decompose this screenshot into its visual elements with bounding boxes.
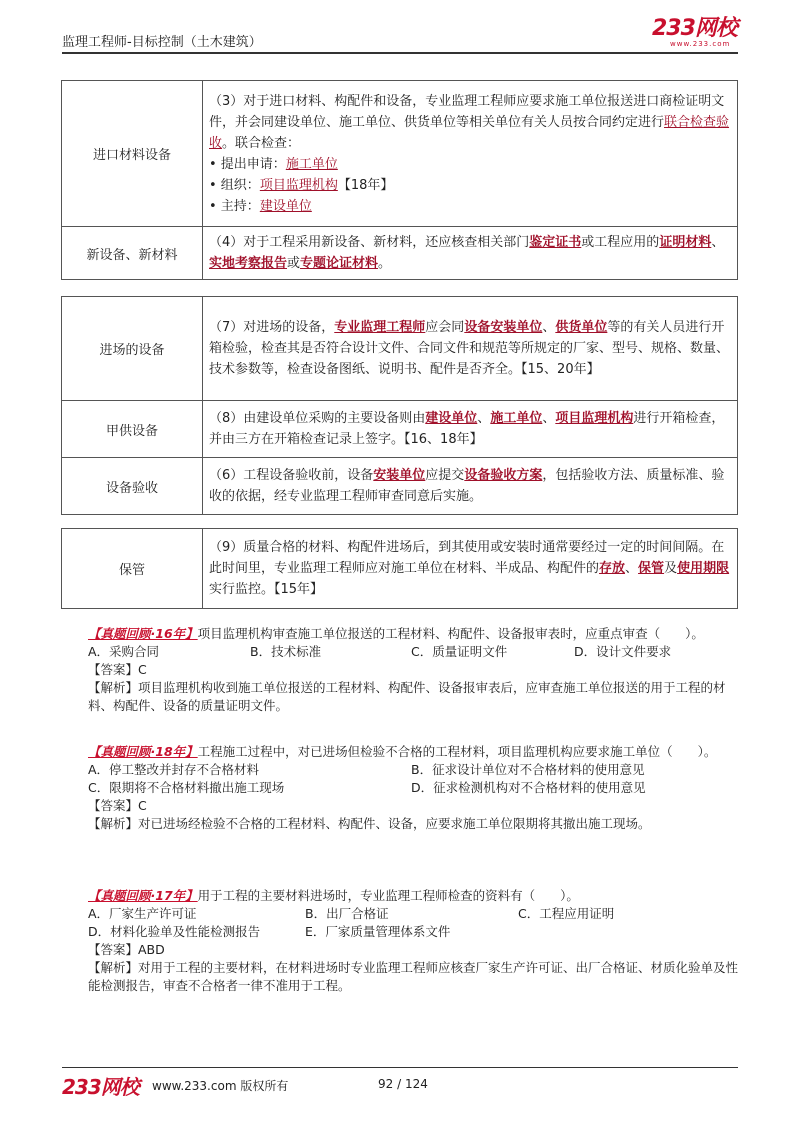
analysis: 【解析】对已进场经检验不合格的工程材料、构配件、设备，应要求施工单位限期将其撤出施工现场。 bbox=[88, 816, 651, 831]
highlight-term: 证明材料 bbox=[659, 235, 712, 250]
row-label: 进场的设备 bbox=[62, 297, 203, 401]
highlight-term: 安装单位 bbox=[373, 468, 426, 483]
options-row bbox=[88, 905, 738, 923]
table-row bbox=[62, 81, 738, 227]
question-tag: 【真题回顾·18年】 bbox=[88, 744, 198, 759]
answer: 【答案】C bbox=[88, 798, 147, 813]
option: C．质量证明文件 bbox=[411, 644, 508, 659]
row-content: （8）由建设单位采购的主要设备则由建设单位、施工单位、项目监理机构进行开箱检查，并由三方在开箱检查记录上签字。【16、18年】 bbox=[203, 401, 738, 458]
options-row bbox=[88, 643, 738, 661]
row-content: （9）质量合格的材料、构配件进场后，到其使用或安装时通常要经过一定的时间间隔。在此时间里，专业监理工程师应对施工单位在材料、半成品、构配件的存放、保管及使用期限实行监控。【15年】 bbox=[203, 529, 738, 609]
option: A．停工整改并封存不合格材料 bbox=[88, 762, 260, 777]
option: B．出厂合格证 bbox=[305, 906, 389, 921]
option: E．厂家质量管理体系文件 bbox=[305, 924, 451, 939]
bullet-item: • 组织：项目监理机构【18年】 bbox=[209, 177, 394, 193]
row-label: 保管 bbox=[62, 529, 203, 609]
text: （3）对于进口材料、构配件和设备，专业监理工程师应要求施工单位报送进口商检证明文件，并会同建设单位、施工单位、供货单位等相关单位有关人员按合同约定进行 bbox=[209, 93, 725, 130]
highlight-term: 专业监理工程师 bbox=[334, 320, 426, 335]
row-content: （4）对于工程采用新设备、新材料，还应核查相关部门鉴定证书或工程应用的证明材料、实地考察报告或专题论证材料。 bbox=[203, 227, 738, 280]
option: C．限期将不合格材料撤出施工现场 bbox=[88, 780, 285, 795]
question-block bbox=[88, 887, 738, 995]
row-content: （7）对进场的设备，专业监理工程师应会同设备安装单位、供货单位等的有关人员进行开箱检验，检查其是否符合设计文件、合同文件和规范等所规定的厂家、型号、规格、数量、技术参数等，检查设备图纸、说明书、配件是否齐全。【15、20年】 bbox=[203, 297, 738, 401]
answer: 【答案】C bbox=[88, 662, 147, 677]
highlight-term: 供货单位 bbox=[555, 320, 608, 335]
options-row bbox=[88, 779, 738, 797]
text: 。联合检查： bbox=[222, 135, 301, 151]
footer-logo: 233网校 bbox=[62, 1075, 139, 1099]
row-label: 甲供设备 bbox=[62, 401, 203, 458]
highlight-term: 项目监理机构 bbox=[555, 411, 634, 426]
table-row bbox=[62, 227, 738, 280]
question-block bbox=[88, 625, 738, 715]
analysis: 【解析】项目监理机构收到施工单位报送的工程材料、构配件、设备报审表后，应审查施工单位报送的用于工程的材料、构配件、设备的质量证明文件。 bbox=[88, 680, 726, 713]
table-storage bbox=[61, 528, 738, 609]
row-label: 设备验收 bbox=[62, 458, 203, 515]
highlight-term: 设备验收方案 bbox=[464, 468, 543, 483]
question-stem: 【真题回顾·17年】用于工程的主要材料进场时，专业监理工程师检查的资料有（ ）。 bbox=[88, 888, 579, 903]
option: B．征求设计单位对不合格材料的使用意见 bbox=[411, 762, 645, 777]
highlight-term: 设备安装单位 bbox=[464, 320, 543, 335]
bullet-item: • 主持：建设单位 bbox=[209, 198, 312, 214]
option: A．采购合同 bbox=[88, 644, 160, 659]
row-content: （6）工程设备验收前，设备安装单位应提交设备验收方案，包括验收方法、质量标准、验收的依据，经专业监理工程师审查同意后实施。 bbox=[203, 458, 738, 515]
highlight-term: 使用期限 bbox=[677, 561, 730, 576]
row-label: 新设备、新材料 bbox=[62, 227, 203, 280]
highlight-term: 专题论证材料 bbox=[300, 256, 379, 271]
analysis: 【解析】对用于工程的主要材料，在材料进场时专业监理工程师应核查厂家生产许可证、出厂合格证、材质化验单及性能检测报告，审查不合格者一律不准用于工程。 bbox=[88, 960, 739, 993]
bullet-item: • 提出申请：施工单位 bbox=[209, 156, 338, 172]
options-row bbox=[88, 923, 738, 941]
table-row bbox=[62, 529, 738, 609]
highlight-term: 项目监理机构 bbox=[259, 177, 338, 193]
question-stem: 【真题回顾·16年】项目监理机构审查施工单位报送的工程材料、构配件、设备报审表时，应重点审查（ ）。 bbox=[88, 626, 704, 641]
highlight-term: 保管 bbox=[638, 561, 665, 576]
highlight-term: 施工单位 bbox=[490, 411, 543, 426]
footer-divider bbox=[62, 1067, 738, 1068]
option: D．设计文件要求 bbox=[574, 644, 672, 659]
highlight-term: 建设单位 bbox=[259, 198, 312, 214]
table-row bbox=[62, 297, 738, 401]
highlight-term: 实地考察报告 bbox=[209, 256, 288, 271]
option: C．工程应用证明 bbox=[518, 906, 615, 921]
question-stem: 【真题回顾·18年】工程施工过程中，对已进场但检验不合格的工程材料，项目监理机构应要求施工单位（ ）。 bbox=[88, 744, 717, 759]
table-imported-materials bbox=[61, 80, 738, 280]
table-equipment bbox=[61, 296, 738, 515]
brand-logo-text: 233网校 bbox=[652, 16, 737, 41]
options-row bbox=[88, 761, 738, 779]
question-tag: 【真题回顾·17年】 bbox=[88, 888, 198, 903]
highlight-term: 建设单位 bbox=[425, 411, 478, 426]
option: D．征求检测机构对不合格材料的使用意见 bbox=[411, 780, 646, 795]
highlight-term: 存放 bbox=[599, 561, 626, 576]
page-header-title: 监理工程师-目标控制（土木建筑） bbox=[62, 35, 262, 50]
table-row bbox=[62, 401, 738, 458]
table-row bbox=[62, 458, 738, 515]
option: D．材料化验单及性能检测报告 bbox=[88, 924, 261, 939]
row-content bbox=[203, 81, 738, 227]
page-number: 92 / 124 bbox=[378, 1077, 428, 1091]
option: A．厂家生产许可证 bbox=[88, 906, 197, 921]
highlight-term: 鉴定证书 bbox=[529, 235, 582, 250]
highlight-term: 联合检查验收 bbox=[209, 114, 730, 151]
footer-site: www.233.com 版权所有 bbox=[152, 1079, 289, 1093]
header-divider bbox=[62, 52, 738, 54]
row-label: 进口材料设备 bbox=[62, 81, 203, 227]
answer: 【答案】ABD bbox=[88, 942, 165, 957]
brand-logo bbox=[652, 18, 740, 48]
question-block bbox=[88, 743, 738, 833]
question-tag: 【真题回顾·16年】 bbox=[88, 626, 198, 641]
option: B．技术标准 bbox=[250, 644, 322, 659]
highlight-term: 施工单位 bbox=[285, 156, 338, 172]
brand-logo-url: www.233.com bbox=[670, 40, 731, 48]
